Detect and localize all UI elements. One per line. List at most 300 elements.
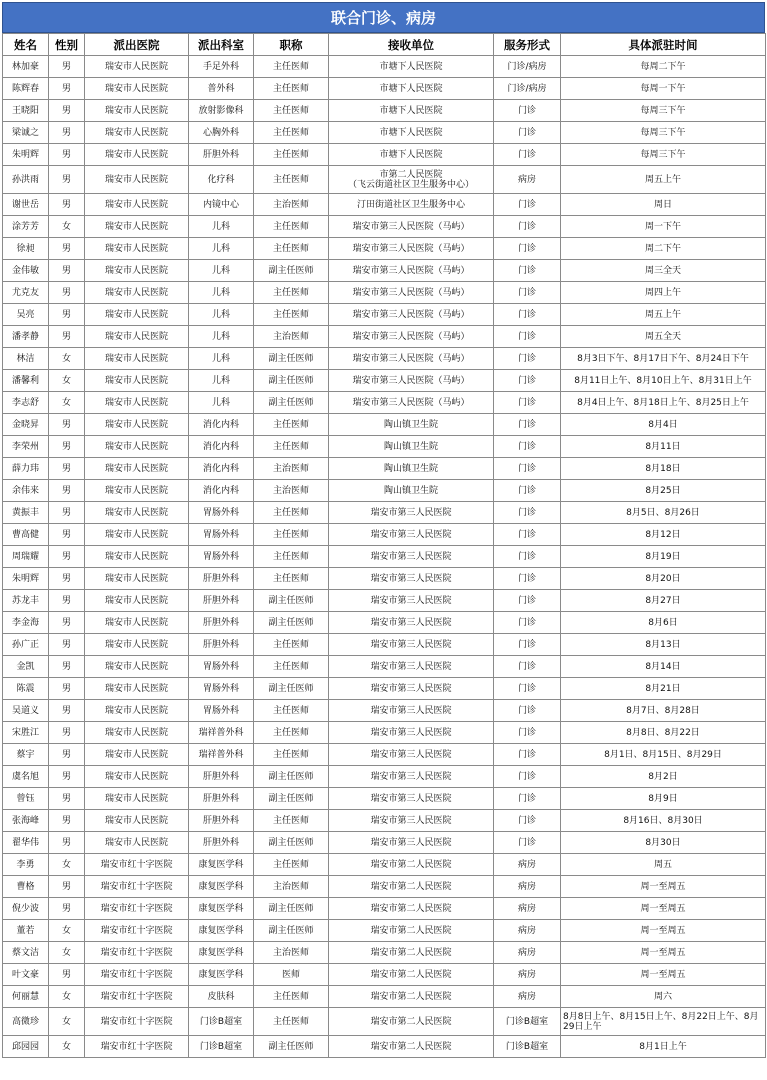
cell-hospital: 瑞安市红十字医院 xyxy=(85,854,189,876)
cell-name: 黄振丰 xyxy=(3,502,49,524)
cell-schedule: 周一至周五 xyxy=(561,920,766,942)
cell-schedule: 8月11日上午、8月10日上午、8月31日上午 xyxy=(561,370,766,392)
cell-service-type: 病房 xyxy=(494,898,561,920)
cell-schedule: 8月27日 xyxy=(561,590,766,612)
cell-receiving-unit: 陶山镇卫生院 xyxy=(329,436,494,458)
cell-gender: 男 xyxy=(49,722,85,744)
cell-name: 薛力玮 xyxy=(3,458,49,480)
cell-schedule: 每周二下午 xyxy=(561,56,766,78)
cell-gender: 男 xyxy=(49,612,85,634)
cell-department: 康复医学科 xyxy=(189,898,254,920)
cell-schedule: 8月30日 xyxy=(561,832,766,854)
cell-department: 门诊B超室 xyxy=(189,1008,254,1036)
cell-name: 林洁 xyxy=(3,348,49,370)
cell-service-type: 门诊 xyxy=(494,480,561,502)
table-row xyxy=(3,304,766,326)
cell-receiving-unit: 瑞安市第三人民医院 xyxy=(329,524,494,546)
cell-service-type: 门诊 xyxy=(494,722,561,744)
cell-name: 吴亮 xyxy=(3,304,49,326)
cell-title: 主任医师 xyxy=(254,546,329,568)
cell-name: 金晓昇 xyxy=(3,414,49,436)
cell-gender: 男 xyxy=(49,568,85,590)
table-row xyxy=(3,216,766,238)
cell-hospital: 瑞安市人民医院 xyxy=(85,634,189,656)
cell-receiving-unit: 市塘下人民医院 xyxy=(329,78,494,100)
cell-title: 主任医师 xyxy=(254,700,329,722)
cell-gender: 男 xyxy=(49,56,85,78)
cell-title: 副主任医师 xyxy=(254,766,329,788)
cell-service-type: 门诊 xyxy=(494,678,561,700)
table-row xyxy=(3,590,766,612)
cell-service-type: 门诊 xyxy=(494,810,561,832)
cell-gender: 男 xyxy=(49,810,85,832)
cell-title: 主任医师 xyxy=(254,722,329,744)
cell-gender: 男 xyxy=(49,194,85,216)
cell-receiving-unit: 汀田街道社区卫生服务中心 xyxy=(329,194,494,216)
cell-gender: 女 xyxy=(49,986,85,1008)
cell-schedule: 周六 xyxy=(561,986,766,1008)
cell-receiving-unit: 瑞安市第二人民医院 xyxy=(329,876,494,898)
header-row xyxy=(3,34,766,56)
cell-name: 蔡宇 xyxy=(3,744,49,766)
table-row xyxy=(3,568,766,590)
cell-receiving-unit: 瑞安市第三人民医院 xyxy=(329,678,494,700)
cell-schedule: 8月2日 xyxy=(561,766,766,788)
cell-receiving-unit: 瑞安市第三人民医院（马屿） xyxy=(329,238,494,260)
cell-service-type: 病房 xyxy=(494,854,561,876)
table-row xyxy=(3,898,766,920)
cell-hospital: 瑞安市人民医院 xyxy=(85,568,189,590)
cell-name: 孙洪雨 xyxy=(3,166,49,194)
cell-department: 肝胆外科 xyxy=(189,788,254,810)
cell-name: 朱明辉 xyxy=(3,568,49,590)
cell-department: 消化内科 xyxy=(189,480,254,502)
table-row xyxy=(3,370,766,392)
cell-receiving-unit: 瑞安市第三人民医院（马屿） xyxy=(329,304,494,326)
cell-gender: 男 xyxy=(49,480,85,502)
cell-gender: 男 xyxy=(49,436,85,458)
cell-receiving-unit: 瑞安市第三人民医院 xyxy=(329,722,494,744)
cell-gender: 男 xyxy=(49,700,85,722)
cell-gender: 男 xyxy=(49,238,85,260)
cell-receiving-unit: 瑞安市第二人民医院 xyxy=(329,1008,494,1036)
cell-hospital: 瑞安市人民医院 xyxy=(85,678,189,700)
cell-gender: 女 xyxy=(49,920,85,942)
table-row xyxy=(3,100,766,122)
cell-receiving-unit: 瑞安市第三人民医院 xyxy=(329,788,494,810)
cell-schedule: 周一至周五 xyxy=(561,942,766,964)
cell-schedule: 8月4日 xyxy=(561,414,766,436)
cell-department: 康复医学科 xyxy=(189,964,254,986)
cell-schedule: 8月11日 xyxy=(561,436,766,458)
table-row xyxy=(3,964,766,986)
cell-title: 主任医师 xyxy=(254,166,329,194)
cell-hospital: 瑞安市人民医院 xyxy=(85,788,189,810)
cell-title: 副主任医师 xyxy=(254,898,329,920)
cell-service-type: 门诊 xyxy=(494,546,561,568)
cell-name: 潘孝静 xyxy=(3,326,49,348)
cell-department: 儿科 xyxy=(189,260,254,282)
cell-receiving-unit: 瑞安市第三人民医院（马屿） xyxy=(329,260,494,282)
cell-gender: 男 xyxy=(49,766,85,788)
cell-hospital: 瑞安市人民医院 xyxy=(85,216,189,238)
table-body xyxy=(3,56,766,1058)
cell-name: 翟华伟 xyxy=(3,832,49,854)
cell-receiving-unit: 瑞安市第三人民医院 xyxy=(329,590,494,612)
cell-department: 放射影像科 xyxy=(189,100,254,122)
cell-gender: 男 xyxy=(49,502,85,524)
cell-hospital: 瑞安市人民医院 xyxy=(85,304,189,326)
table-row xyxy=(3,502,766,524)
table-row xyxy=(3,854,766,876)
cell-department: 消化内科 xyxy=(189,436,254,458)
cell-title: 副主任医师 xyxy=(254,260,329,282)
cell-title: 主任医师 xyxy=(254,78,329,100)
cell-title: 主任医师 xyxy=(254,568,329,590)
cell-gender: 男 xyxy=(49,282,85,304)
cell-gender: 男 xyxy=(49,590,85,612)
cell-title: 主任医师 xyxy=(254,304,329,326)
cell-title: 主任医师 xyxy=(254,282,329,304)
cell-service-type: 病房 xyxy=(494,876,561,898)
cell-service-type: 门诊 xyxy=(494,568,561,590)
cell-service-type: 门诊 xyxy=(494,656,561,678)
cell-title: 主治医师 xyxy=(254,480,329,502)
cell-hospital: 瑞安市红十字医院 xyxy=(85,986,189,1008)
cell-service-type: 门诊 xyxy=(494,370,561,392)
header-receiving-unit: 接收单位 xyxy=(329,34,494,56)
cell-gender: 女 xyxy=(49,854,85,876)
cell-gender: 女 xyxy=(49,1008,85,1036)
cell-hospital: 瑞安市人民医院 xyxy=(85,656,189,678)
table-row xyxy=(3,810,766,832)
cell-department: 儿科 xyxy=(189,370,254,392)
cell-gender: 女 xyxy=(49,1036,85,1058)
cell-gender: 男 xyxy=(49,788,85,810)
cell-department: 肝胆外科 xyxy=(189,612,254,634)
cell-hospital: 瑞安市人民医院 xyxy=(85,458,189,480)
cell-schedule: 周三全天 xyxy=(561,260,766,282)
cell-name: 虞名旭 xyxy=(3,766,49,788)
cell-department: 瑞祥普外科 xyxy=(189,744,254,766)
cell-service-type: 门诊 xyxy=(494,304,561,326)
cell-schedule: 8月4日上午、8月18日上午、8月25日上午 xyxy=(561,392,766,414)
cell-service-type: 门诊 xyxy=(494,100,561,122)
cell-service-type: 病房 xyxy=(494,920,561,942)
table-row xyxy=(3,700,766,722)
cell-receiving-unit: 市塘下人民医院 xyxy=(329,56,494,78)
cell-department: 儿科 xyxy=(189,216,254,238)
cell-title: 主治医师 xyxy=(254,194,329,216)
cell-receiving-unit: 陶山镇卫生院 xyxy=(329,414,494,436)
cell-hospital: 瑞安市人民医院 xyxy=(85,546,189,568)
cell-title: 主任医师 xyxy=(254,524,329,546)
table-row xyxy=(3,1036,766,1058)
cell-hospital: 瑞安市人民医院 xyxy=(85,480,189,502)
cell-service-type: 门诊 xyxy=(494,744,561,766)
cell-schedule: 8月12日 xyxy=(561,524,766,546)
cell-title: 副主任医师 xyxy=(254,678,329,700)
cell-schedule: 8月1日上午 xyxy=(561,1036,766,1058)
cell-gender: 男 xyxy=(49,458,85,480)
cell-department: 肝胆外科 xyxy=(189,832,254,854)
cell-name: 邱园园 xyxy=(3,1036,49,1058)
cell-department: 肝胆外科 xyxy=(189,144,254,166)
cell-receiving-unit: 瑞安市第三人民医院 xyxy=(329,634,494,656)
schedule-table xyxy=(2,33,766,1058)
cell-title: 副主任医师 xyxy=(254,590,329,612)
cell-gender: 男 xyxy=(49,100,85,122)
cell-receiving-unit: 瑞安市第三人民医院（马屿） xyxy=(329,392,494,414)
cell-name: 李荣州 xyxy=(3,436,49,458)
header-hospital: 派出医院 xyxy=(85,34,189,56)
header-service-type: 服务形式 xyxy=(494,34,561,56)
table-row xyxy=(3,634,766,656)
cell-name: 曹格 xyxy=(3,876,49,898)
table-row xyxy=(3,238,766,260)
table-row xyxy=(3,458,766,480)
header-name: 姓名 xyxy=(3,34,49,56)
cell-title: 主任医师 xyxy=(254,656,329,678)
cell-hospital: 瑞安市人民医院 xyxy=(85,810,189,832)
table-row xyxy=(3,722,766,744)
table-row xyxy=(3,832,766,854)
cell-service-type: 门诊 xyxy=(494,832,561,854)
cell-department: 康复医学科 xyxy=(189,920,254,942)
cell-receiving-unit: 市塘下人民医院 xyxy=(329,100,494,122)
cell-receiving-unit: 市塘下人民医院 xyxy=(329,122,494,144)
cell-hospital: 瑞安市人民医院 xyxy=(85,56,189,78)
cell-name: 曹高健 xyxy=(3,524,49,546)
cell-title: 主任医师 xyxy=(254,810,329,832)
cell-title: 主治医师 xyxy=(254,942,329,964)
cell-title: 医师 xyxy=(254,964,329,986)
cell-hospital: 瑞安市红十字医院 xyxy=(85,898,189,920)
cell-hospital: 瑞安市人民医院 xyxy=(85,238,189,260)
cell-name: 李金海 xyxy=(3,612,49,634)
cell-hospital: 瑞安市人民医院 xyxy=(85,122,189,144)
cell-gender: 男 xyxy=(49,832,85,854)
cell-schedule: 8月25日 xyxy=(561,480,766,502)
cell-title: 副主任医师 xyxy=(254,348,329,370)
cell-department: 胃肠外科 xyxy=(189,546,254,568)
cell-receiving-unit: 市第二人民医院 （飞云街道社区卫生服务中心） xyxy=(329,166,494,194)
cell-department: 胃肠外科 xyxy=(189,700,254,722)
table-row xyxy=(3,788,766,810)
cell-receiving-unit: 瑞安市第二人民医院 xyxy=(329,942,494,964)
cell-title: 主治医师 xyxy=(254,876,329,898)
cell-title: 副主任医师 xyxy=(254,832,329,854)
cell-service-type: 病房 xyxy=(494,986,561,1008)
cell-schedule: 8月8日上午、8月15日上午、8月22日上午、8月29日上午 xyxy=(561,1008,766,1036)
cell-receiving-unit: 瑞安市第三人民医院（马屿） xyxy=(329,216,494,238)
cell-name: 宋胜江 xyxy=(3,722,49,744)
cell-gender: 男 xyxy=(49,524,85,546)
cell-service-type: 门诊 xyxy=(494,524,561,546)
cell-schedule: 8月3日下午、8月17日下午、8月24日下午 xyxy=(561,348,766,370)
cell-title: 主任医师 xyxy=(254,634,329,656)
cell-receiving-unit: 瑞安市第二人民医院 xyxy=(329,986,494,1008)
cell-service-type: 门诊 xyxy=(494,612,561,634)
cell-gender: 女 xyxy=(49,370,85,392)
cell-gender: 男 xyxy=(49,304,85,326)
cell-department: 胃肠外科 xyxy=(189,502,254,524)
table-row xyxy=(3,166,766,194)
cell-gender: 男 xyxy=(49,744,85,766)
cell-schedule: 8月9日 xyxy=(561,788,766,810)
cell-hospital: 瑞安市红十字医院 xyxy=(85,1008,189,1036)
cell-schedule: 8月19日 xyxy=(561,546,766,568)
cell-schedule: 周一至周五 xyxy=(561,876,766,898)
cell-schedule: 8月18日 xyxy=(561,458,766,480)
cell-name: 余伟来 xyxy=(3,480,49,502)
cell-receiving-unit: 瑞安市第三人民医院 xyxy=(329,700,494,722)
cell-schedule: 8月20日 xyxy=(561,568,766,590)
table-row xyxy=(3,986,766,1008)
cell-title: 主任医师 xyxy=(254,122,329,144)
cell-department: 内镜中心 xyxy=(189,194,254,216)
cell-schedule: 周二下午 xyxy=(561,238,766,260)
cell-department: 肝胆外科 xyxy=(189,766,254,788)
table-row xyxy=(3,326,766,348)
cell-gender: 男 xyxy=(49,678,85,700)
cell-receiving-unit: 瑞安市第三人民医院 xyxy=(329,502,494,524)
cell-name: 涂芳芳 xyxy=(3,216,49,238)
table-row xyxy=(3,942,766,964)
cell-name: 梁诚之 xyxy=(3,122,49,144)
cell-schedule: 每周三下午 xyxy=(561,100,766,122)
table-row xyxy=(3,282,766,304)
cell-name: 孙广正 xyxy=(3,634,49,656)
cell-schedule: 8月21日 xyxy=(561,678,766,700)
cell-receiving-unit: 瑞安市第三人民医院（马屿） xyxy=(329,370,494,392)
cell-hospital: 瑞安市红十字医院 xyxy=(85,964,189,986)
cell-department: 儿科 xyxy=(189,326,254,348)
header-gender: 性别 xyxy=(49,34,85,56)
cell-department: 肝胆外科 xyxy=(189,568,254,590)
cell-schedule: 周一至周五 xyxy=(561,898,766,920)
cell-title: 副主任医师 xyxy=(254,1036,329,1058)
cell-department: 胃肠外科 xyxy=(189,656,254,678)
cell-service-type: 门诊B超室 xyxy=(494,1008,561,1036)
cell-title: 主任医师 xyxy=(254,854,329,876)
cell-gender: 男 xyxy=(49,122,85,144)
cell-name: 张海峰 xyxy=(3,810,49,832)
cell-department: 胃肠外科 xyxy=(189,678,254,700)
cell-schedule: 每周一下午 xyxy=(561,78,766,100)
table-row xyxy=(3,392,766,414)
table-row xyxy=(3,194,766,216)
table-row xyxy=(3,414,766,436)
cell-hospital: 瑞安市人民医院 xyxy=(85,414,189,436)
cell-title: 主任医师 xyxy=(254,744,329,766)
cell-receiving-unit: 瑞安市第三人民医院 xyxy=(329,612,494,634)
cell-receiving-unit: 瑞安市第三人民医院 xyxy=(329,832,494,854)
cell-hospital: 瑞安市人民医院 xyxy=(85,78,189,100)
cell-hospital: 瑞安市红十字医院 xyxy=(85,942,189,964)
cell-receiving-unit: 瑞安市第三人民医院 xyxy=(329,656,494,678)
cell-name: 何丽慧 xyxy=(3,986,49,1008)
cell-name: 周瑞耀 xyxy=(3,546,49,568)
cell-department: 儿科 xyxy=(189,304,254,326)
table-row xyxy=(3,656,766,678)
cell-name: 董若 xyxy=(3,920,49,942)
cell-hospital: 瑞安市人民医院 xyxy=(85,194,189,216)
cell-service-type: 病房 xyxy=(494,942,561,964)
cell-name: 叶文豪 xyxy=(3,964,49,986)
cell-department: 儿科 xyxy=(189,282,254,304)
cell-schedule: 周四上午 xyxy=(561,282,766,304)
cell-service-type: 门诊 xyxy=(494,766,561,788)
cell-name: 潘馨利 xyxy=(3,370,49,392)
cell-receiving-unit: 瑞安市第二人民医院 xyxy=(329,898,494,920)
cell-schedule: 每周三下午 xyxy=(561,144,766,166)
cell-service-type: 门诊 xyxy=(494,348,561,370)
cell-name: 倪少波 xyxy=(3,898,49,920)
cell-gender: 女 xyxy=(49,942,85,964)
cell-department: 康复医学科 xyxy=(189,942,254,964)
cell-receiving-unit: 陶山镇卫生院 xyxy=(329,458,494,480)
cell-hospital: 瑞安市人民医院 xyxy=(85,612,189,634)
cell-department: 肝胆外科 xyxy=(189,810,254,832)
cell-hospital: 瑞安市人民医院 xyxy=(85,282,189,304)
cell-service-type: 门诊 xyxy=(494,436,561,458)
cell-gender: 男 xyxy=(49,326,85,348)
cell-title: 主任医师 xyxy=(254,56,329,78)
table-row xyxy=(3,524,766,546)
table-row xyxy=(3,1008,766,1036)
cell-hospital: 瑞安市人民医院 xyxy=(85,436,189,458)
cell-gender: 男 xyxy=(49,144,85,166)
cell-receiving-unit: 瑞安市第二人民医院 xyxy=(329,920,494,942)
cell-schedule: 周五上午 xyxy=(561,166,766,194)
cell-schedule: 8月7日、8月28日 xyxy=(561,700,766,722)
table-row xyxy=(3,144,766,166)
schedule-sheet xyxy=(2,2,765,1058)
cell-receiving-unit: 陶山镇卫生院 xyxy=(329,480,494,502)
cell-service-type: 门诊/病房 xyxy=(494,78,561,100)
cell-department: 瑞祥普外科 xyxy=(189,722,254,744)
table-row xyxy=(3,56,766,78)
cell-service-type: 门诊 xyxy=(494,282,561,304)
cell-gender: 男 xyxy=(49,634,85,656)
cell-service-type: 门诊 xyxy=(494,634,561,656)
cell-gender: 女 xyxy=(49,216,85,238)
cell-name: 陈辉春 xyxy=(3,78,49,100)
cell-hospital: 瑞安市人民医院 xyxy=(85,744,189,766)
cell-service-type: 门诊 xyxy=(494,326,561,348)
cell-gender: 男 xyxy=(49,260,85,282)
cell-department: 手足外科 xyxy=(189,56,254,78)
cell-service-type: 门诊 xyxy=(494,144,561,166)
cell-name: 尤克友 xyxy=(3,282,49,304)
cell-schedule: 8月8日、8月22日 xyxy=(561,722,766,744)
cell-schedule: 周五上午 xyxy=(561,304,766,326)
cell-schedule: 周日 xyxy=(561,194,766,216)
cell-department: 消化内科 xyxy=(189,458,254,480)
cell-hospital: 瑞安市红十字医院 xyxy=(85,876,189,898)
cell-title: 主任医师 xyxy=(254,238,329,260)
cell-service-type: 门诊 xyxy=(494,216,561,238)
cell-schedule: 8月5日、8月26日 xyxy=(561,502,766,524)
cell-name: 金伟敏 xyxy=(3,260,49,282)
cell-name: 朱明辉 xyxy=(3,144,49,166)
cell-service-type: 门诊 xyxy=(494,590,561,612)
cell-schedule: 每周三下午 xyxy=(561,122,766,144)
header-schedule: 具体派驻时间 xyxy=(561,34,766,56)
cell-schedule: 周五全天 xyxy=(561,326,766,348)
cell-name: 李志舒 xyxy=(3,392,49,414)
